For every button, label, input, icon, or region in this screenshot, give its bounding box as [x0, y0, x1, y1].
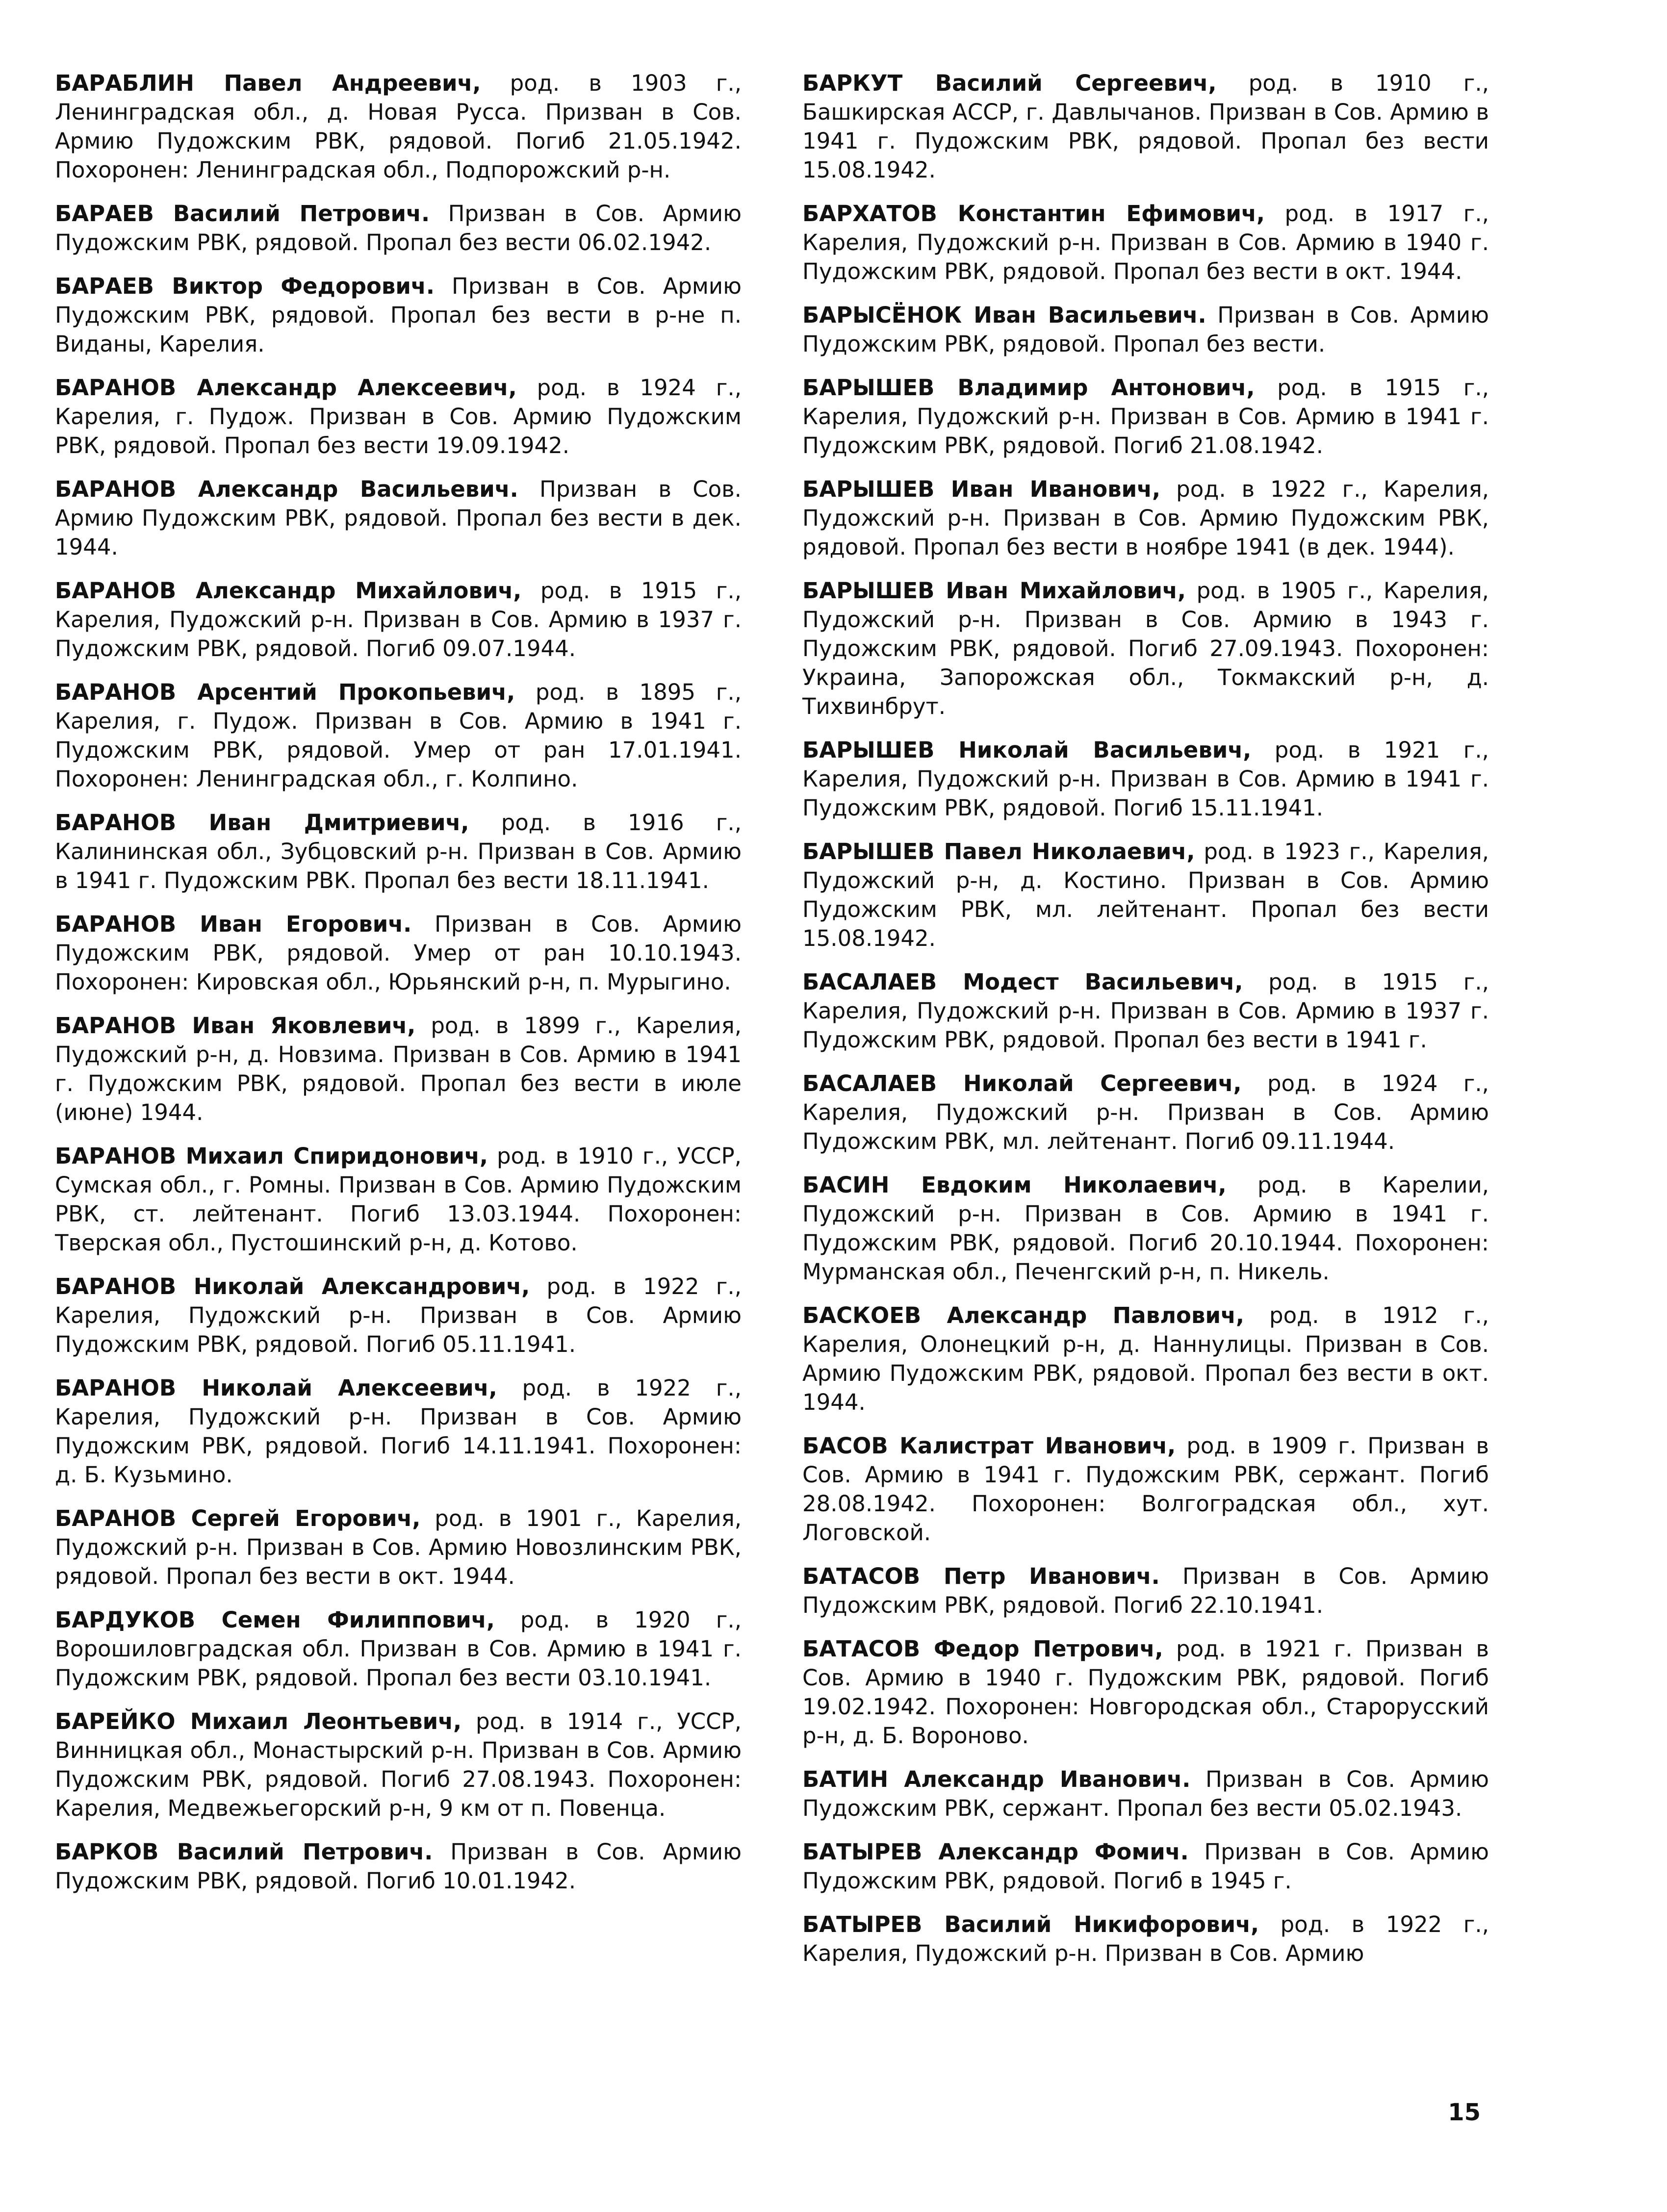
entry-name: БАСИН Евдоким Николаевич,: [802, 1172, 1227, 1198]
entry-name: БАРАНОВ Александр Васильевич.: [55, 476, 518, 502]
memorial-entry: [802, 837, 1489, 953]
entry-name: БАСАЛАЕВ Модест Васильевич,: [802, 969, 1243, 995]
entry-name: БАСОВ Калистрат Иванович,: [802, 1433, 1176, 1459]
entry-text: Призван в Сов. Армию Пудожским РВК, рядовой. Умер от ран 10.10.1943. Похоронен: Кировская обл., Юрьянский р-н, п. Мурыгино.: [55, 911, 742, 995]
entry-text: род. в 1903 г., Ленинградская обл., д. Новая Русса. Призван в Сов. Армию Пудожским РВК, рядовой. Погиб 21.05.1942. Похоронен: Ленинградская обл., Подпорожский р-н.: [55, 70, 742, 183]
entry-text: Призван в Сов. Армию Пудожским РВК, рядовой. Пропал без вести в р-не п. Виданы, Карелия.: [55, 273, 742, 357]
memorial-entry: [55, 373, 742, 460]
right-column: [802, 69, 1489, 1983]
memorial-entry: [802, 475, 1489, 561]
entry-name: БАТИН Александр Иванович.: [802, 1766, 1191, 1792]
memorial-entry: [55, 199, 742, 257]
entry-name: БАРАНОВ Михаил Спиридонович,: [55, 1143, 488, 1169]
memorial-entry: [802, 736, 1489, 822]
entry-text: Призван в Сов. Армию Пудожским РВК, рядовой. Пропал без вести 06.02.1942.: [55, 201, 742, 255]
entry-text: род. в 1922 г., Карелия, Пудожский р-н. Призван в Сов. Армию Пудожским РВК, рядовой. Пропал без вести в ноябре 1941 (в дек. 1944).: [802, 476, 1489, 560]
entry-name: БАРЫСЁНОК Иван Васильевич.: [802, 302, 1206, 328]
entry-text: Призван в Сов. Армию Пудожским РВК, сержант. Пропал без вести 05.02.1943.: [802, 1766, 1489, 1821]
memorial-entry: [55, 910, 742, 996]
entry-text: род. в 1923 г., Карелия, Пудожский р-н, д. Костино. Призван в Сов. Армию Пудожским РВК, мл. лейтенант. Пропал без вести 15.08.1942.: [802, 839, 1489, 951]
memorial-entry: [55, 1373, 742, 1489]
entry-text: род. в 1899 г., Карелия, Пудожский р-н, д. Новзима. Призван в Сов. Армию в 1941 г. Пудожским РВК, рядовой. Пропал без вести в июле (июне) 1944.: [55, 1013, 742, 1125]
entry-text: род. в 1914 г., УССР, Винницкая обл., Монастырский р-н. Призван в Сов. Армию Пудожским РВК, рядовой. Погиб 27.08.1943. Похоронен: Карелия, Медвежьегорский р-н, 9 км от п. Повенца.: [55, 1708, 742, 1821]
entry-name: БАРЫШЕВ Владимир Антонович,: [802, 375, 1255, 401]
entry-name: БАРАНОВ Арсентий Прокопьевич,: [55, 679, 515, 705]
entry-name: БАРАНОВ Александр Алексеевич,: [55, 375, 517, 401]
entry-name: БАРДУКОВ Семен Филиппович,: [55, 1607, 495, 1633]
memorial-entry: [802, 1910, 1489, 1968]
memorial-entry: [802, 967, 1489, 1054]
memorial-entry: [55, 1142, 742, 1257]
memorial-entry: [802, 1431, 1489, 1547]
entry-name: БАТЫРЕВ Василий Никифорович,: [802, 1911, 1259, 1937]
memorial-entry: [802, 1765, 1489, 1823]
entry-name: БАРАЕВ Василий Петрович.: [55, 201, 430, 227]
memorial-entry: [802, 1634, 1489, 1750]
entry-name: БАРЕЙКО Михаил Леонтьевич,: [55, 1708, 462, 1734]
memorial-entry: [802, 1170, 1489, 1286]
memorial-entry: [55, 576, 742, 663]
entry-text: род. в 1920 г., Ворошиловградская обл. Призван в Сов. Армию в 1941 г. Пудожским РВК, рядовой. Пропал без вести 03.10.1941.: [55, 1607, 742, 1691]
entry-name: БАРАНОВ Иван Дмитриевич,: [55, 810, 469, 836]
entry-name: БАРАНОВ Александр Михайлович,: [55, 578, 522, 604]
entry-name: БАСКОЕВ Александр Павлович,: [802, 1302, 1244, 1328]
page-number: 15: [1448, 2099, 1481, 2126]
memorial-entry: [55, 1605, 742, 1692]
entry-text: род. в 1915 г., Карелия, Пудожский р-н. Призван в Сов. Армию в 1937 г. Пудожским РВК, рядовой. Пропал без вести в 1941 г.: [802, 969, 1489, 1053]
entry-name: БАРКУТ Василий Сергеевич,: [802, 70, 1217, 96]
entry-text: род. в 1917 г., Карелия, Пудожский р-н. Призван в Сов. Армию в 1940 г. Пудожским РВК, рядовой. Пропал без вести в окт. 1944.: [802, 201, 1489, 284]
entry-text: род. в 1910 г., Башкирская АССР, г. Давлычанов. Призван в Сов. Армию в 1941 г. Пудожским РВК, рядовой. Пропал без вести 15.08.1942.: [802, 70, 1489, 183]
entry-text: род. в 1924 г., Карелия, г. Пудож. Призван в Сов. Армию Пудожским РВК, рядовой. Пропал без вести 19.09.1942.: [55, 375, 742, 458]
entry-text: род. в 1910 г., УССР, Сумская обл., г. Ромны. Призван в Сов. Армию Пудожским РВК, ст. лейтенант. Погиб 13.03.1944. Похоронен: Тверская обл., Пустошинский р-н, д. Котово.: [55, 1143, 742, 1256]
entry-text: род. в 1921 г., Карелия, Пудожский р-н. Призван в Сов. Армию в 1941 г. Пудожским РВК, рядовой. Погиб 15.11.1941.: [802, 737, 1489, 821]
entry-name: БАТЫРЕВ Александр Фомич.: [802, 1839, 1189, 1865]
memorial-entry: [55, 1837, 742, 1895]
entry-name: БАРХАТОВ Константин Ефимович,: [802, 201, 1265, 227]
memorial-entry: [55, 678, 742, 793]
entry-text: род. в 1922 г., Карелия, Пудожский р-н. Призван в Сов. Армию Пудожским РВК, рядовой. Погиб 14.11.1941. Похоронен: д. Б. Кузьмино.: [55, 1375, 742, 1488]
memorial-entry: [55, 69, 742, 184]
entry-text: род. в Карелии, Пудожский р-н. Призван в Сов. Армию в 1941 г. Пудожским РВК, рядовой. Погиб 20.10.1944. Похоронен: Мурманская обл., Печенгский р-н, п. Никель.: [802, 1172, 1489, 1285]
entry-text: род. в 1922 г., Карелия, Пудожский р-н. Призван в Сов. Армию: [802, 1911, 1489, 1966]
entry-text: род. в 1905 г., Карелия, Пудожский р-н. Призван в Сов. Армию в 1943 г. Пудожским РВК, рядовой. Погиб 27.09.1943. Похоронен: Украина, Запорожская обл., Токмакский р-н, д. Тихвинбрут.: [802, 578, 1489, 719]
left-column: [55, 69, 742, 1910]
entry-text: род. в 1915 г., Карелия, Пудожский р-н. Призван в Сов. Армию в 1941 г. Пудожским РВК, рядовой. Погиб 21.08.1942.: [802, 375, 1489, 458]
entry-name: БАСАЛАЕВ Николай Сергеевич,: [802, 1070, 1242, 1096]
memorial-entry: [802, 1069, 1489, 1156]
memorial-entry: [55, 1272, 742, 1359]
entry-text: род. в 1922 г., Карелия, Пудожский р-н. Призван в Сов. Армию Пудожским РВК, рядовой. Погиб 05.11.1941.: [55, 1273, 742, 1357]
memorial-entry: [55, 1707, 742, 1823]
entry-name: БАРАНОВ Николай Александрович,: [55, 1273, 530, 1299]
entry-text: Призван в Сов. Армию Пудожским РВК, рядовой. Погиб 10.01.1942.: [55, 1839, 742, 1894]
entry-text: род. в 1924 г., Карелия, Пудожский р-н. Призван в Сов. Армию Пудожским РВК, мл. лейтенант. Погиб 09.11.1944.: [802, 1070, 1489, 1154]
entry-name: БАРЫШЕВ Павел Николаевич,: [802, 839, 1195, 864]
entry-name: БАРАЕВ Виктор Федорович.: [55, 273, 435, 299]
entry-text: Призван в Сов. Армию Пудожским РВК, рядовой. Погиб в 1945 г.: [802, 1839, 1489, 1894]
memorial-entry: [802, 1301, 1489, 1417]
entry-name: БАРАНОВ Николай Алексеевич,: [55, 1375, 497, 1401]
memorial-entry: [55, 272, 742, 358]
entry-text: род. в 1895 г., Карелия, г. Пудож. Призван в Сов. Армию в 1941 г. Пудожским РВК, рядовой. Умер от ран 17.01.1941. Похоронен: Ленинградская обл., г. Колпино.: [55, 679, 742, 792]
entry-name: БАРАБЛИН Павел Андреевич,: [55, 70, 481, 96]
entry-name: БАРАНОВ Иван Яковлевич,: [55, 1013, 416, 1039]
entry-text: род. в 1912 г., Карелия, Олонецкий р-н, д. Наннулицы. Призван в Сов. Армию Пудожским РВК, рядовой. Пропал без вести в окт. 1944.: [802, 1302, 1489, 1415]
memorial-entry: [55, 808, 742, 895]
memorial-entry: [802, 199, 1489, 286]
memorial-entry: [55, 1504, 742, 1591]
memorial-entry: [802, 373, 1489, 460]
entry-name: БАРАНОВ Сергей Егорович,: [55, 1505, 421, 1531]
entry-text: род. в 1909 г. Призван в Сов. Армию в 1941 г. Пудожским РВК, сержант. Погиб 28.08.1942. Похоронен: Волгоградская обл., хут. Логовской.: [802, 1433, 1489, 1546]
entry-text: Призван в Сов. Армию Пудожским РВК, рядовой. Пропал без вести в дек. 1944.: [55, 476, 742, 560]
entry-text: Призван в Сов. Армию Пудожским РВК, рядовой. Пропал без вести.: [802, 302, 1489, 357]
entry-name: БАРЫШЕВ Иван Михайлович,: [802, 578, 1186, 604]
entry-name: БАТАСОВ Федор Петрович,: [802, 1636, 1163, 1662]
entry-text: род. в 1921 г. Призван в Сов. Армию в 1940 г. Пудожским РВК, рядовой. Погиб 19.02.1942. Похоронен: Новгородская обл., Старорусский р-н, д. Б. Вороново.: [802, 1636, 1489, 1749]
entry-text: род. в 1915 г., Карелия, Пудожский р-н. Призван в Сов. Армию в 1937 г. Пудожским РВК, рядовой. Погиб 09.07.1944.: [55, 578, 742, 661]
entry-name: БАРАНОВ Иван Егорович.: [55, 911, 412, 937]
entry-name: БАРЫШЕВ Николай Васильевич,: [802, 737, 1252, 763]
memorial-entry: [55, 1011, 742, 1127]
entry-name: БАТАСОВ Петр Иванович.: [802, 1563, 1160, 1589]
entry-name: БАРЫШЕВ Иван Иванович,: [802, 476, 1161, 502]
entry-text: род. в 1901 г., Карелия, Пудожский р-н. Призван в Сов. Армию Новозлинским РВК, рядовой. Пропал без вести в окт. 1944.: [55, 1505, 742, 1589]
entry-name: БАРКОВ Василий Петрович.: [55, 1839, 433, 1865]
memorial-entry: [802, 1837, 1489, 1895]
memorial-entry: [802, 69, 1489, 184]
entry-text: Призван в Сов. Армию Пудожским РВК, рядовой. Погиб 22.10.1941.: [802, 1563, 1489, 1618]
memorial-entry: [802, 576, 1489, 721]
entry-text: род. в 1916 г., Калининская обл., Зубцовский р-н. Призван в Сов. Армию в 1941 г. Пудожским РВК. Пропал без вести 18.11.1941.: [55, 810, 742, 893]
memorial-entry: [802, 1562, 1489, 1620]
memorial-entry: [55, 475, 742, 561]
memorial-entry: [802, 301, 1489, 358]
